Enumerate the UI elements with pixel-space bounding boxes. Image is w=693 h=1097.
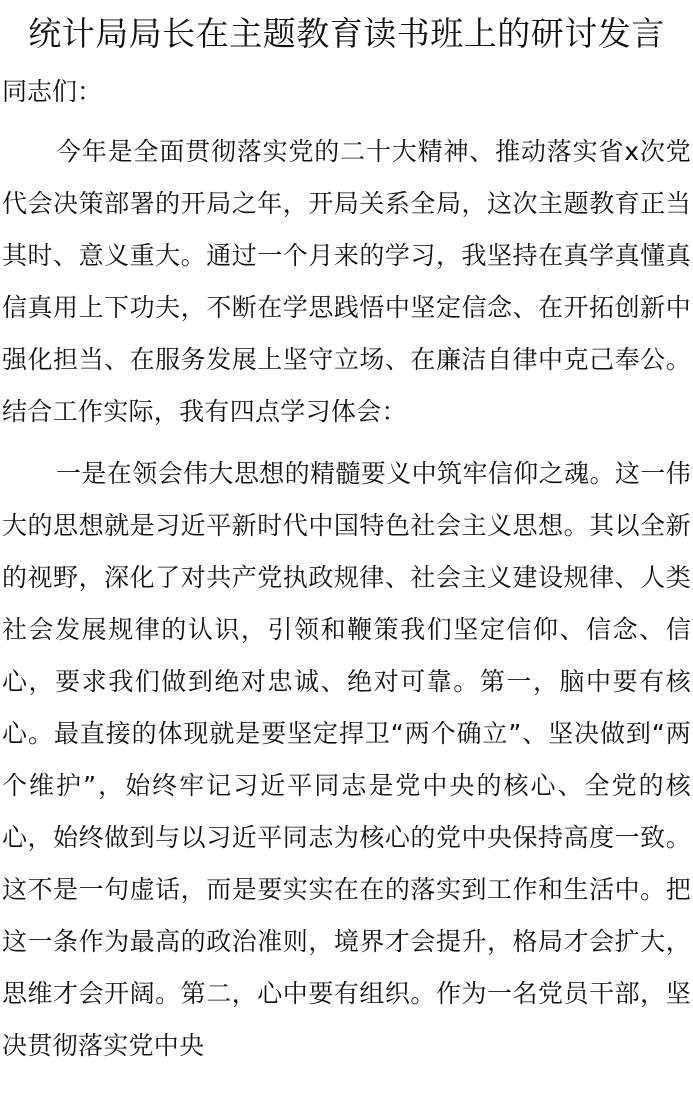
paragraph-intro: 今年是全面贯彻落实党的二十大精神、推动落实省x次党代会决策部署的开局之年，开局关系全局，这次主题教育正当其时、意义重大。通过一个月来的学习，我坚持在真学真懂真信真用上下功夫，不断在学思践悟中坚定信念、在开拓创新中强化担当、在服务发展上坚守立场、在廉洁自律中克己奉公。结合工作实际，我有四点学习体会： xyxy=(2,137,691,426)
document-title: 统计局局长在主题教育读书班上的研讨发言 xyxy=(28,14,665,53)
salutation: 同志们： xyxy=(2,77,103,106)
paragraph-point-one: 一是在领会伟大思想的精髓要义中筑牢信仰之魂。这一伟大的思想就是习近平新时代中国特色社会主义思想。其以全新的视野，深化了对共产党执政规律、社会主义建设规律、人类社会发展规律的认识，引领和鞭策我们坚定信仰、信念、信心，要求我们做到绝对忠诚、绝对可靠。第一，脑中要有核心。最直接的体现就是要坚定捍卫“两个确立”、坚决做到“两个维护”，始终牢记习近平同志是党中央的核心、全党的核心，始终做到与以习近平同志为核心的党中央保持高度一致。这不是一句虚话，而是要实实在在的落实到工作和生活中。把这一条作为最高的政治准则，境界才会提升，格局才会扩大，思维才会开阔。第二，心中要有组织。作为一名党员干部，坚决贯彻落实党中央 xyxy=(2,459,691,1060)
